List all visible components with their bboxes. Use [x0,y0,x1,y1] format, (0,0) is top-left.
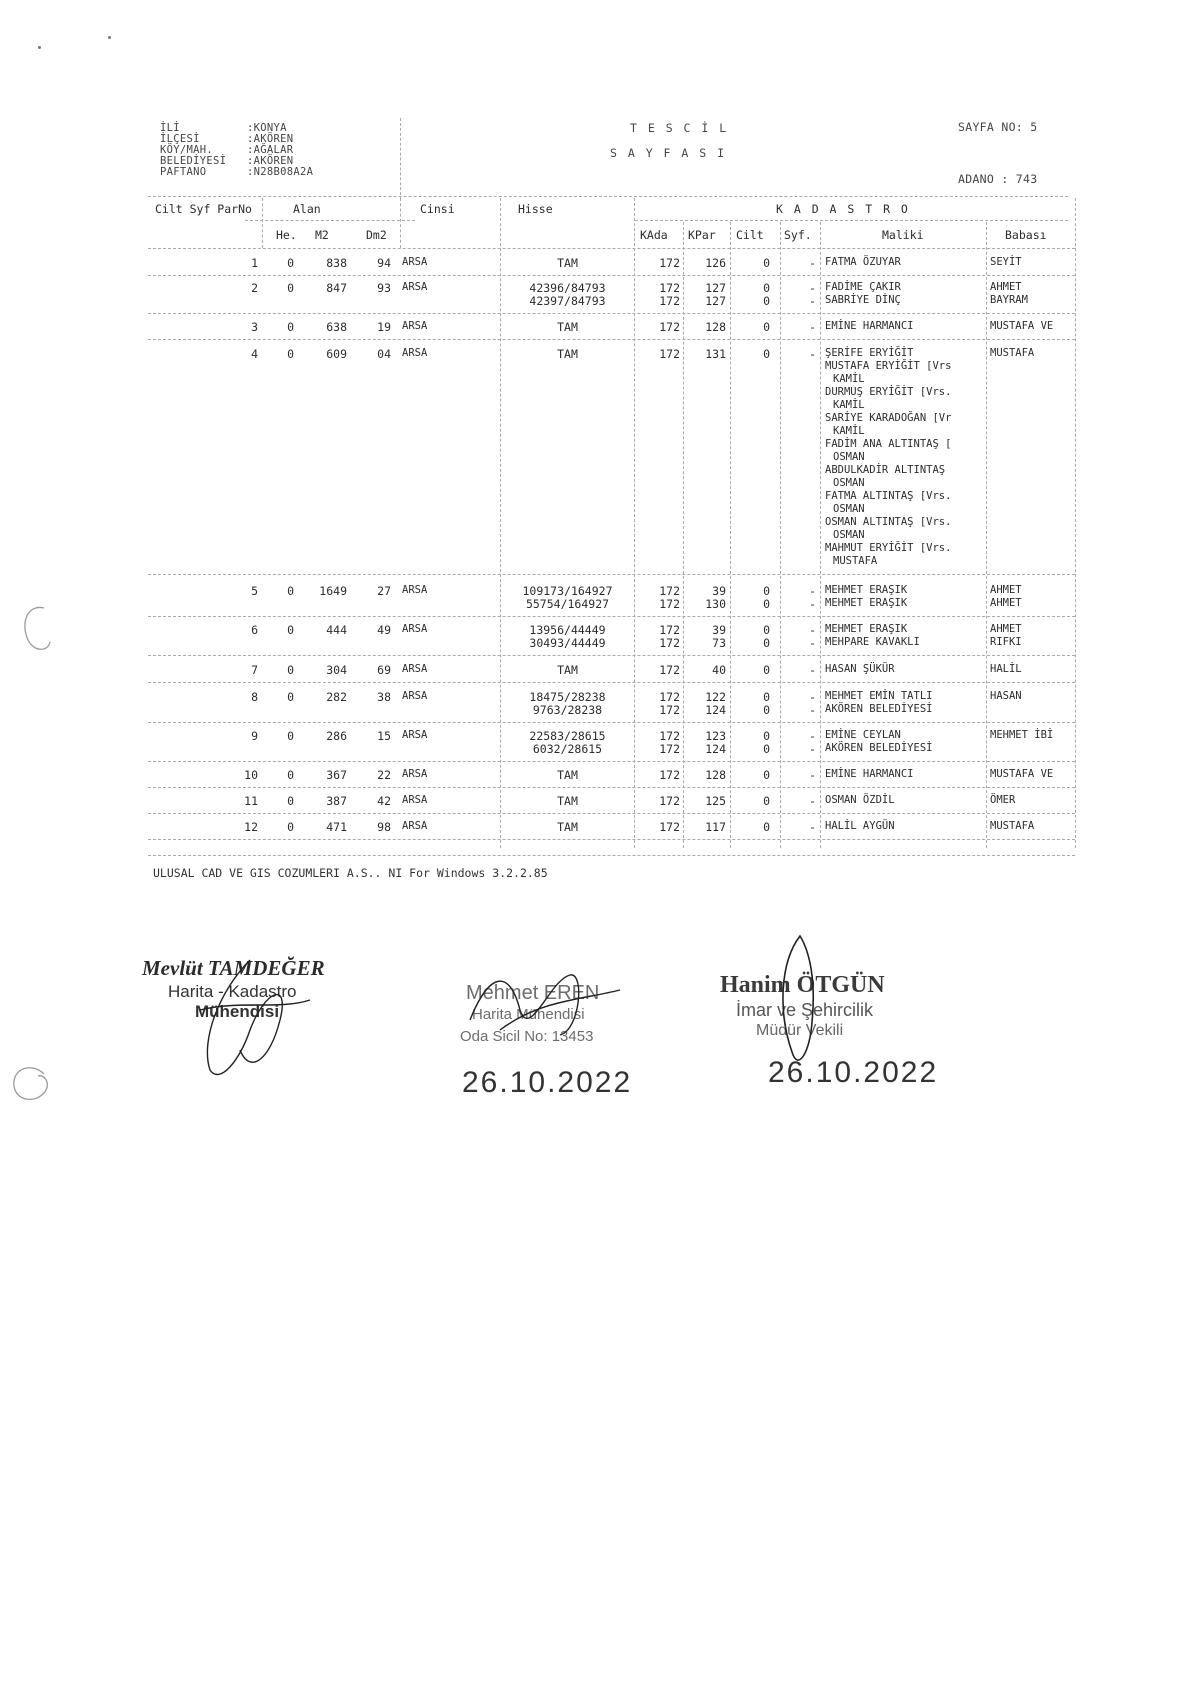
owner-name-line: OSMAN [833,451,865,463]
old-parcel: 40 [712,663,726,677]
col-dm2: Dm2 [366,228,387,242]
area-m2: 286 [326,729,347,743]
volume: 0 [763,256,770,270]
area-m2: 847 [326,281,347,295]
owner-name-line: MUSTAFA ERYİĞİT [Vrs [825,360,952,372]
volume: 0 [763,729,770,743]
owner-name-line: OSMAN [833,477,865,489]
scan-dot [38,46,41,49]
signer-2-name: Mehmet EREN [466,982,600,1004]
area-m2: 367 [326,768,347,782]
header-labels [160,123,226,178]
area-he: 0 [287,768,294,782]
col-maliki: Maliki [882,228,924,242]
owner-name-line: KAMİL [833,373,865,385]
parcel-type: ARSA [402,663,428,675]
signer-1-title-2: Mühendisi [195,1002,280,1021]
page: - [809,584,816,598]
old-parcel: 128 [705,320,726,334]
parcel-type: ARSA [402,729,428,741]
value-paftano: :N28B08A2A [247,166,314,178]
row-divider [148,616,1075,617]
old-ada: 172 [659,597,680,611]
area-he: 0 [287,320,294,334]
page: - [809,281,816,295]
parcel-no: 1 [251,256,258,270]
area-dm2: 98 [377,820,391,834]
volume: 0 [763,281,770,295]
father-name: AHMET [990,623,1022,635]
owner-name: EMİNE HARMANCI [825,768,914,780]
share: 9763/28238 [532,703,603,717]
punch-hole-mark [4,1060,54,1108]
row-divider [148,761,1075,762]
area-m2: 638 [326,320,347,334]
parcel-type: ARSA [402,584,428,596]
row-divider [148,813,1075,814]
area-m2: 471 [326,820,347,834]
old-parcel: 117 [705,820,726,834]
page: - [809,768,816,782]
parcel-no: 4 [251,347,258,361]
col-kpar: KPar [688,228,716,242]
value-koy-mah: :AĞALAR [247,144,294,156]
page: - [809,256,816,270]
area-he: 0 [287,584,294,598]
col-hisse: Hisse [518,202,553,216]
volume: 0 [763,663,770,677]
ada-no: ADANO : 743 [958,172,1038,186]
father-name: HASAN [990,690,1022,702]
area-he: 0 [287,690,294,704]
share: 13956/44449 [529,623,606,637]
share: TAM [557,320,578,334]
volume: 0 [763,820,770,834]
old-ada: 172 [659,663,680,677]
volume: 0 [763,294,770,308]
label-ili: İLİ [160,122,180,134]
old-ada: 172 [659,703,680,717]
old-parcel: 124 [705,742,726,756]
owner-name-line: MAHMUT ERYİĞİT [Vrs. [825,542,952,554]
col-cilt-syf-parno: Cilt Syf ParNo [155,202,252,216]
area-dm2: 15 [377,729,391,743]
parcel-no: 5 [251,584,258,598]
old-parcel: 125 [705,794,726,808]
share: 18475/28238 [529,690,606,704]
signer-3-date: 26.10.2022 [768,1056,939,1089]
parcel-type: ARSA [402,347,428,359]
share: TAM [557,256,578,270]
owner-name-line: KAMİL [833,425,865,437]
row-divider [148,339,1075,340]
owner-name: MEHMET ERAŞIK [825,584,908,596]
old-ada: 172 [659,320,680,334]
area-he: 0 [287,256,294,270]
page: - [809,663,816,677]
area-he: 0 [287,623,294,637]
signer-2-registry: Oda Sicil No: 13453 [460,1028,594,1045]
parcel-type: ARSA [402,256,428,268]
area-m2: 444 [326,623,347,637]
owner-name-line: OSMAN ALTINTAŞ [Vrs. [825,516,952,528]
area-m2: 838 [326,256,347,270]
owner-name-line: MUSTAFA [833,555,878,567]
old-parcel: 124 [705,703,726,717]
page: - [809,729,816,743]
old-parcel: 122 [705,690,726,704]
area-dm2: 69 [377,663,391,677]
owner-name-line: FATMA ALTINTAŞ [Vrs. [825,490,952,502]
old-parcel: 127 [705,281,726,295]
parcel-no: 9 [251,729,258,743]
volume: 0 [763,584,770,598]
signer-1-title: Harita - Kadastro [168,982,297,1001]
old-ada: 172 [659,794,680,808]
parcel-type: ARSA [402,690,428,702]
signer-3-title-2: Müdür Vekili [756,1022,844,1039]
area-dm2: 04 [377,347,391,361]
signer-1-name: Mevlüt TAMDEĞER [142,956,325,980]
label-koy-mah: KÖY/MAH. [160,144,213,156]
header-values [247,123,313,178]
share: 6032/28615 [532,742,603,756]
owner-name: MEHMET ERAŞIK [825,597,908,609]
father-name: MUSTAFA [990,820,1035,832]
share: TAM [557,820,578,834]
row-divider [148,839,1075,840]
col-kada: KAda [640,228,668,242]
area-dm2: 49 [377,623,391,637]
label-belediyesi: BELEDİYESİ [160,155,227,167]
area-he: 0 [287,820,294,834]
parcel-no: 11 [244,794,258,808]
old-parcel: 131 [705,347,726,361]
old-parcel: 73 [712,636,726,650]
row-divider [148,574,1075,575]
col-m2: M2 [315,228,329,242]
share: TAM [557,347,578,361]
old-parcel: 127 [705,294,726,308]
area-m2: 609 [326,347,347,361]
owner-name-line: DURMUŞ ERYİĞİT [Vrs. [825,386,952,398]
owner-name-line: OSMAN [833,529,865,541]
old-ada: 172 [659,820,680,834]
owner-name: MEHMET EMİN TATLI [825,690,933,702]
page: - [809,636,816,650]
old-parcel: 130 [705,597,726,611]
scan-dot [108,36,111,39]
title-sayfasi: S A Y F A S I [610,146,727,160]
father-name: MUSTAFA VE [990,320,1054,332]
owner-name: MEHPARE KAVAKLI [825,636,920,648]
area-dm2: 94 [377,256,391,270]
area-dm2: 19 [377,320,391,334]
share: TAM [557,794,578,808]
owner-name-line: SARİYE KARADOĞAN [Vr [825,412,952,424]
parcel-no: 3 [251,320,258,334]
old-ada: 172 [659,347,680,361]
old-ada: 172 [659,623,680,637]
parcel-no: 8 [251,690,258,704]
area-dm2: 22 [377,768,391,782]
old-ada: 172 [659,294,680,308]
title-tescil: T E S C İ L [630,121,729,135]
parcel-type: ARSA [402,820,428,832]
parcel-type: ARSA [402,623,428,635]
old-parcel: 39 [712,623,726,637]
software-footer: ULUSAL CAD VE GIS COZUMLERI A.S.. NI For Windows 3.2.2.85 [153,866,548,880]
father-name: ÖMER [990,794,1016,806]
volume: 0 [763,690,770,704]
share: 22583/28615 [529,729,606,743]
share: TAM [557,663,578,677]
col-syf: Syf. [784,228,812,242]
old-ada: 172 [659,729,680,743]
owner-name-line: FADİM ANA ALTINTAŞ [ [825,438,952,450]
father-name: MUSTAFA VE [990,768,1054,780]
page: - [809,347,816,361]
owner-name-line: OSMAN [833,503,865,515]
value-belediyesi: :AKÖREN [247,155,294,167]
parcel-type: ARSA [402,281,428,293]
parcel-type: ARSA [402,320,428,332]
volume: 0 [763,347,770,361]
row-divider [148,313,1075,314]
area-he: 0 [287,729,294,743]
col-he: He. [276,228,297,242]
volume: 0 [763,623,770,637]
area-dm2: 93 [377,281,391,295]
page: - [809,597,816,611]
area-he: 0 [287,347,294,361]
area-m2: 387 [326,794,347,808]
owner-name: SABRİYE DİNÇ [825,294,901,306]
share: TAM [557,768,578,782]
page: - [809,703,816,717]
col-babasi: Babası [1005,228,1047,242]
father-name: AHMET [990,584,1022,596]
signer-3-name: Hanim ÖTGÜN [720,972,885,998]
signer-2-date: 26.10.2022 [462,1066,633,1099]
row-divider [148,787,1075,788]
old-ada: 172 [659,281,680,295]
old-ada: 172 [659,690,680,704]
sayfa-no: SAYFA NO: 5 [958,120,1038,134]
area-he: 0 [287,794,294,808]
area-dm2: 42 [377,794,391,808]
father-name: AHMET [990,281,1022,293]
page: - [809,794,816,808]
old-ada: 172 [659,584,680,598]
area-he: 0 [287,281,294,295]
owner-name-line: KAMİL [833,399,865,411]
owner-name-line: ABDULKADİR ALTINTAŞ [825,464,946,476]
share: 55754/164927 [525,597,610,611]
parcel-no: 2 [251,281,258,295]
share: 109173/164927 [522,584,613,598]
father-name: AHMET [990,597,1022,609]
punch-hole-mark [14,600,58,660]
parcel-no: 6 [251,623,258,637]
father-name: MEHMET İBİ [990,729,1054,741]
owner-name: EMİNE HARMANCI [825,320,914,332]
label-paftano: PAFTANO [160,166,207,178]
owner-name: HASAN ŞÜKÜR [825,663,895,675]
page: - [809,742,816,756]
old-parcel: 128 [705,768,726,782]
signer-2-title: Harita Mühendisi [472,1006,585,1023]
page: - [809,320,816,334]
volume: 0 [763,597,770,611]
row-divider [148,655,1075,656]
page: - [809,623,816,637]
share: 42396/84793 [529,281,606,295]
owner-name: OSMAN ÖZDİL [825,794,895,806]
signer-3-title: İmar ve Şehircilik [736,1000,874,1020]
col-alan: Alan [293,202,321,216]
area-dm2: 38 [377,690,391,704]
row-divider [148,275,1075,276]
row-divider [148,682,1075,683]
row-divider [148,722,1075,723]
father-name: RIFKI [990,636,1022,648]
share: 30493/44449 [529,636,606,650]
old-ada: 172 [659,742,680,756]
col-kadastro: K A D A S T R O [776,202,910,216]
signature-scribble-1 [180,950,320,1090]
area-dm2: 27 [377,584,391,598]
page: - [809,294,816,308]
col-cinsi: Cinsi [420,202,455,216]
owner-name: EMİNE CEYLAN [825,729,901,741]
owner-name: FADİME ÇAKIR [825,281,901,293]
owner-name: MEHMET ERAŞIK [825,623,908,635]
parcel-type: ARSA [402,768,428,780]
parcel-type: ARSA [402,794,428,806]
area-he: 0 [287,663,294,677]
volume: 0 [763,320,770,334]
old-parcel: 39 [712,584,726,598]
signature-scribble-2 [460,960,630,1050]
col-cilt: Cilt [736,228,764,242]
volume: 0 [763,636,770,650]
page: - [809,690,816,704]
parcel-no: 12 [244,820,258,834]
father-name: HALİL [990,663,1022,675]
area-m2: 304 [326,663,347,677]
owner-name: AKÖREN BELEDİYESİ [825,703,933,715]
father-name: SEYİT [990,256,1022,268]
page: - [809,820,816,834]
owner-name: AKÖREN BELEDİYESİ [825,742,933,754]
volume: 0 [763,768,770,782]
volume: 0 [763,742,770,756]
share: 42397/84793 [529,294,606,308]
value-ilcesi: :AKÖREN [247,133,294,145]
value-ili: :KONYA [247,122,287,134]
owner-name: ŞERİFE ERYİĞİT [825,347,914,359]
volume: 0 [763,794,770,808]
parcel-no: 10 [244,768,258,782]
owner-name: HALİL AYGÜN [825,820,895,832]
parcel-no: 7 [251,663,258,677]
old-ada: 172 [659,636,680,650]
father-name: BAYRAM [990,294,1028,306]
father-name: MUSTAFA [990,347,1035,359]
owner-name: FATMA ÖZUYAR [825,256,901,268]
old-ada: 172 [659,256,680,270]
old-parcel: 123 [705,729,726,743]
old-parcel: 126 [705,256,726,270]
volume: 0 [763,703,770,717]
label-ilcesi: İLÇESİ [160,133,200,145]
area-m2: 1649 [319,584,347,598]
old-ada: 172 [659,768,680,782]
area-m2: 282 [326,690,347,704]
